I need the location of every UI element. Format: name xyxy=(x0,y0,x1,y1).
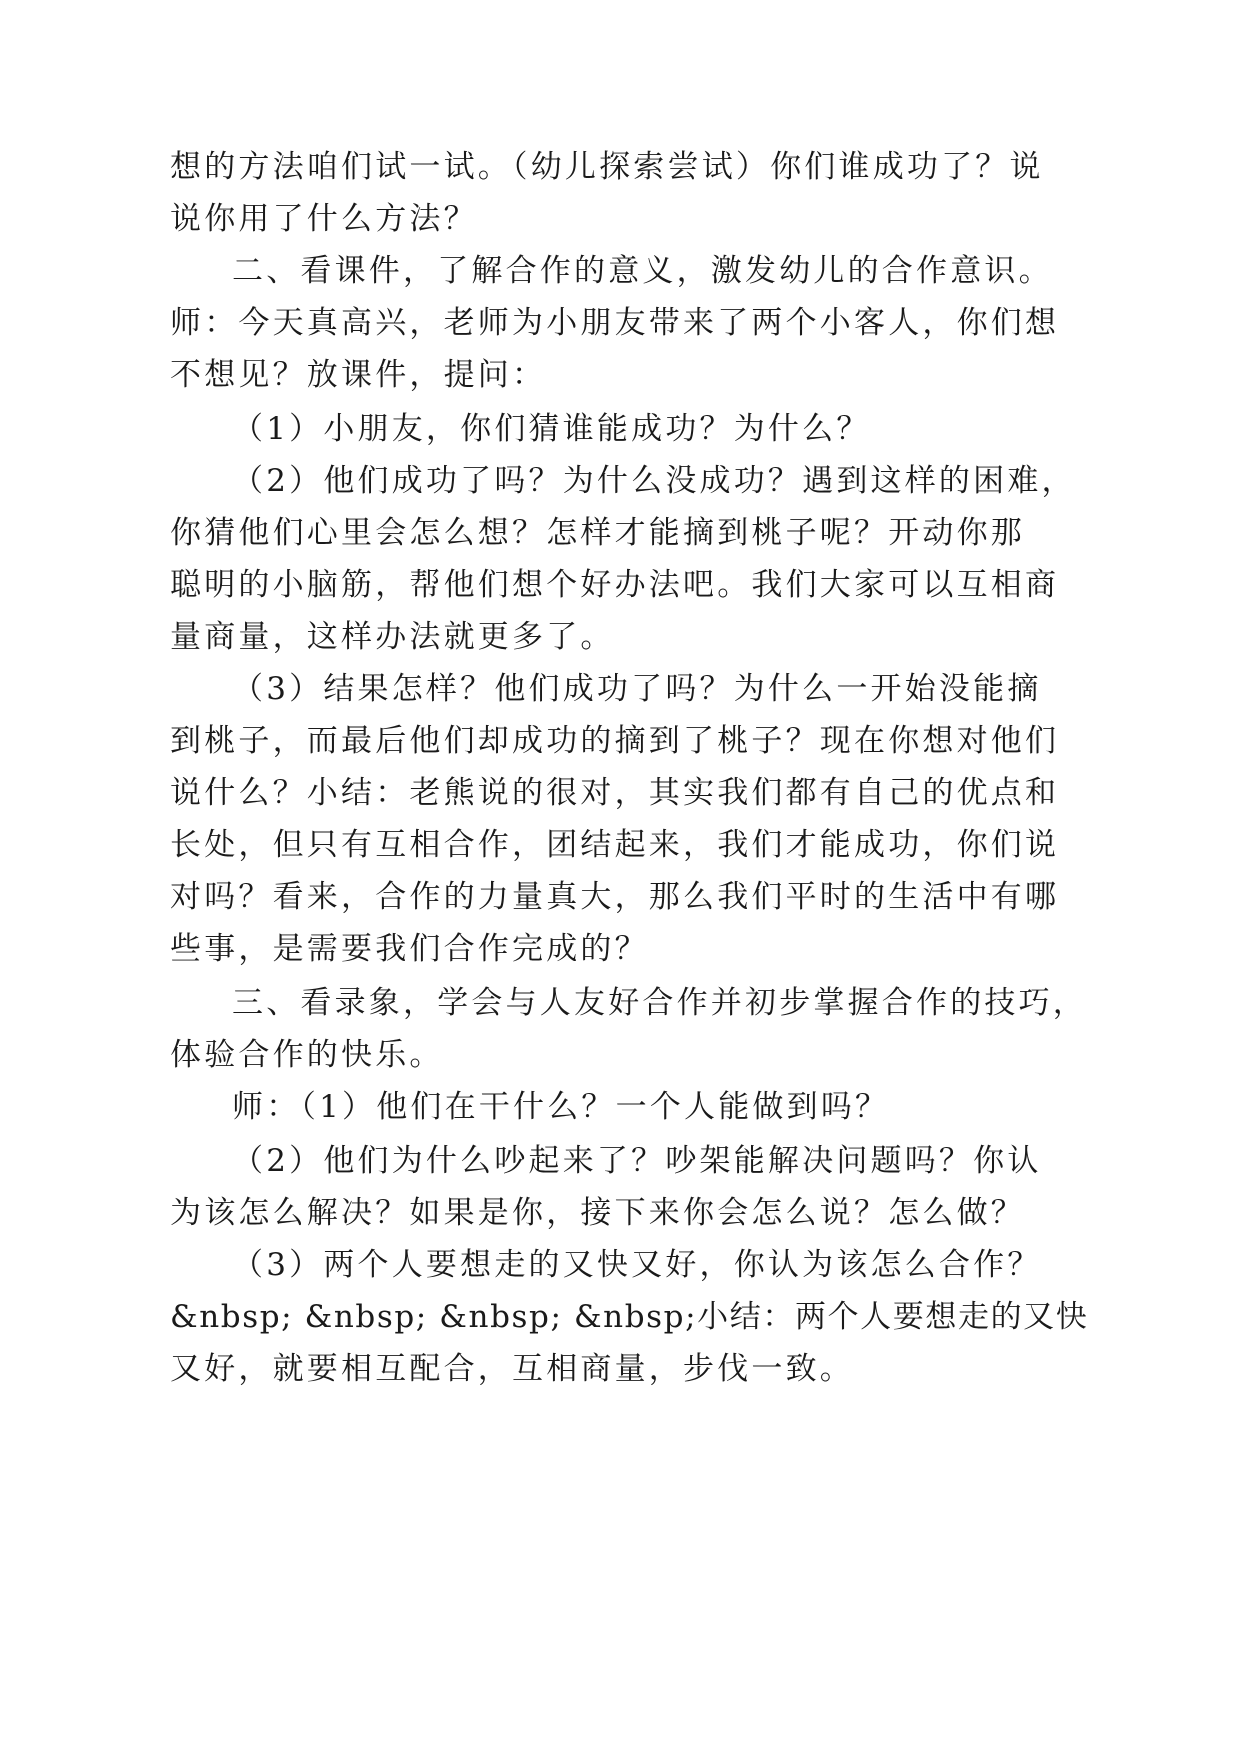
text-line-15: 对吗？看来，合作的力量真大，那么我们平时的生活中有哪 xyxy=(170,879,1060,915)
section-heading-3: 三、看录象，学会与人友好合作并初步掌握合作的技巧， xyxy=(232,985,1087,1021)
text-line-5: 不想见？放课件，提问： xyxy=(170,357,547,393)
text-line-13: 说什么？小结：老熊说的很对，其实我们都有自己的优点和 xyxy=(170,775,1060,811)
text-line-10: 量商量，这样办法就更多了。 xyxy=(170,619,615,655)
teacher-question-2: （2）他们为什么吵起来了？吵架能解决问题吗？你认 xyxy=(232,1143,1042,1179)
teacher-question-1: 师：（1）他们在干什么？一个人能做到吗？ xyxy=(232,1089,890,1125)
text-line-18: 体验合作的快乐。 xyxy=(170,1037,444,1073)
question-3: （3）结果怎样？他们成功了吗？为什么一开始没能摘 xyxy=(232,671,1042,707)
question-1: （1）小朋友，你们猜谁能成功？为什么？ xyxy=(232,411,871,447)
text-line-9: 聪明的小脑筋，帮他们想个好办法吧。我们大家可以互相商 xyxy=(170,567,1060,603)
section-heading-2: 二、看课件，了解合作的意义，激发幼儿的合作意识。 xyxy=(232,253,1053,289)
text-line-24: 又好，就要相互配合，互相商量，步伐一致。 xyxy=(170,1351,854,1387)
text-line-2: 说你用了什么方法？ xyxy=(170,201,478,237)
text-line-12: 到桃子，而最后他们却成功的摘到了桃子？现在你想对他们 xyxy=(170,723,1060,759)
text-line-14: 长处，但只有互相合作，团结起来，我们才能成功，你们说 xyxy=(170,827,1060,863)
text-line-21: 为该怎么解决？如果是你，接下来你会怎么说？怎么做？ xyxy=(170,1195,1025,1231)
teacher-question-3: （3）两个人要想走的又快又好，你认为该怎么合作？ xyxy=(232,1247,1042,1283)
text-line-8: 你猜他们心里会怎么想？怎样才能摘到桃子呢？开动你那 xyxy=(170,515,1025,551)
text-line-4: 师：今天真高兴，老师为小朋友带来了两个小客人，你们想 xyxy=(170,305,1060,341)
text-line-1: 想的方法咱们试一试。（幼儿探索尝试）你们谁成功了？说 xyxy=(170,149,1044,185)
question-2: （2）他们成功了吗？为什么没成功？遇到这样的困难， xyxy=(232,463,1076,499)
text-line-16: 些事，是需要我们合作完成的？ xyxy=(170,931,649,967)
text-line-23: &nbsp; &nbsp; &nbsp; &nbsp;小结：两个人要想走的又快 xyxy=(170,1299,1089,1335)
